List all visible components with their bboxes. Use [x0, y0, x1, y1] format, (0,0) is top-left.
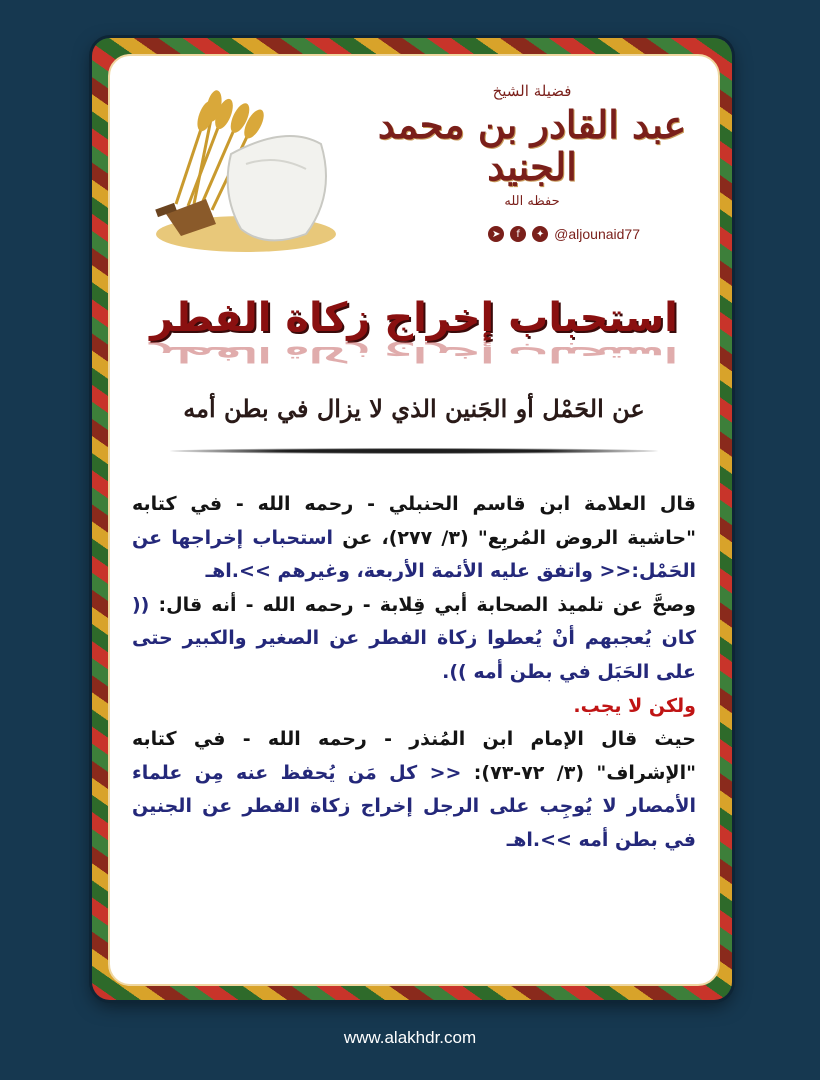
article-body — [132, 488, 696, 858]
abi-qilabah-text: وصحَّ عن تلميذ الصحابة أبي قِلابة - رحمه الله - أنه قال: — [149, 593, 696, 616]
title-block — [110, 296, 718, 366]
ibn-mundhir-quote: << كل مَن يُحفظ عنه مِن علماء الأمصار لا يُوجِب على الرجل إخراج زكاة الفطر عن الجنين في بطن أمه >>.اهـ — [132, 761, 696, 851]
ibn-mundhir-text: حيث قال الإمام ابن المُنذر - رحمه الله - في كتابه "الإشراف" (٣/ ٧٢-٧٣): — [132, 728, 696, 784]
paragraph-ibn-mundhir — [132, 723, 696, 857]
telegram-icon[interactable]: ➤ — [488, 226, 504, 242]
honorific-top: فضيلة الشيخ — [492, 82, 572, 100]
page-title: استحباب إخراج زكاة الفطر — [150, 295, 678, 341]
page-subtitle: عن الحَمْل أو الجَنين الذي لا يزال في بطن أمه — [183, 394, 645, 423]
divider — [170, 448, 658, 454]
ibn-qasim-text: قال العلامة ابن قاسم الحنبلي - رحمه الله - في كتابه "حاشية الروض المُربِع" (٣/ ٢٧٧)، عن — [132, 493, 696, 549]
facebook-icon[interactable]: f — [510, 226, 526, 242]
website-link[interactable]: www.alakhdr.com — [343, 1028, 477, 1047]
wheat-sack-illustration — [136, 84, 336, 254]
page-title-reflection: استحباب إخراج زكاة الفطر — [150, 341, 678, 367]
twitter-icon[interactable]: ✦ — [532, 226, 548, 242]
paragraph-ibn-qasim — [132, 488, 696, 589]
social-links — [488, 226, 640, 242]
author-branding — [372, 82, 692, 209]
content-card — [108, 54, 720, 986]
honorific-bottom: حفظه الله — [504, 193, 560, 209]
social-handle[interactable]: @aljounaid77 — [554, 226, 640, 242]
author-name: عبد القادر بن محمد الجنيد — [377, 102, 687, 189]
paragraph-abi-qilabah — [132, 589, 696, 690]
paragraph-not-obligatory: ولكن لا يجب. — [573, 694, 696, 717]
ibn-qasim-quote: استحباب إخراجها عن الحَمْل:<< واتفق عليه الأئمة الأربعة، وغيرهم >>.اهـ — [132, 526, 696, 583]
abi-qilabah-quote: (( كان يُعجبهم أنْ يُعطوا زكاة الفطر عن الصغير والكبير حتى على الحَبَل في بطن أمه )). — [132, 593, 696, 683]
